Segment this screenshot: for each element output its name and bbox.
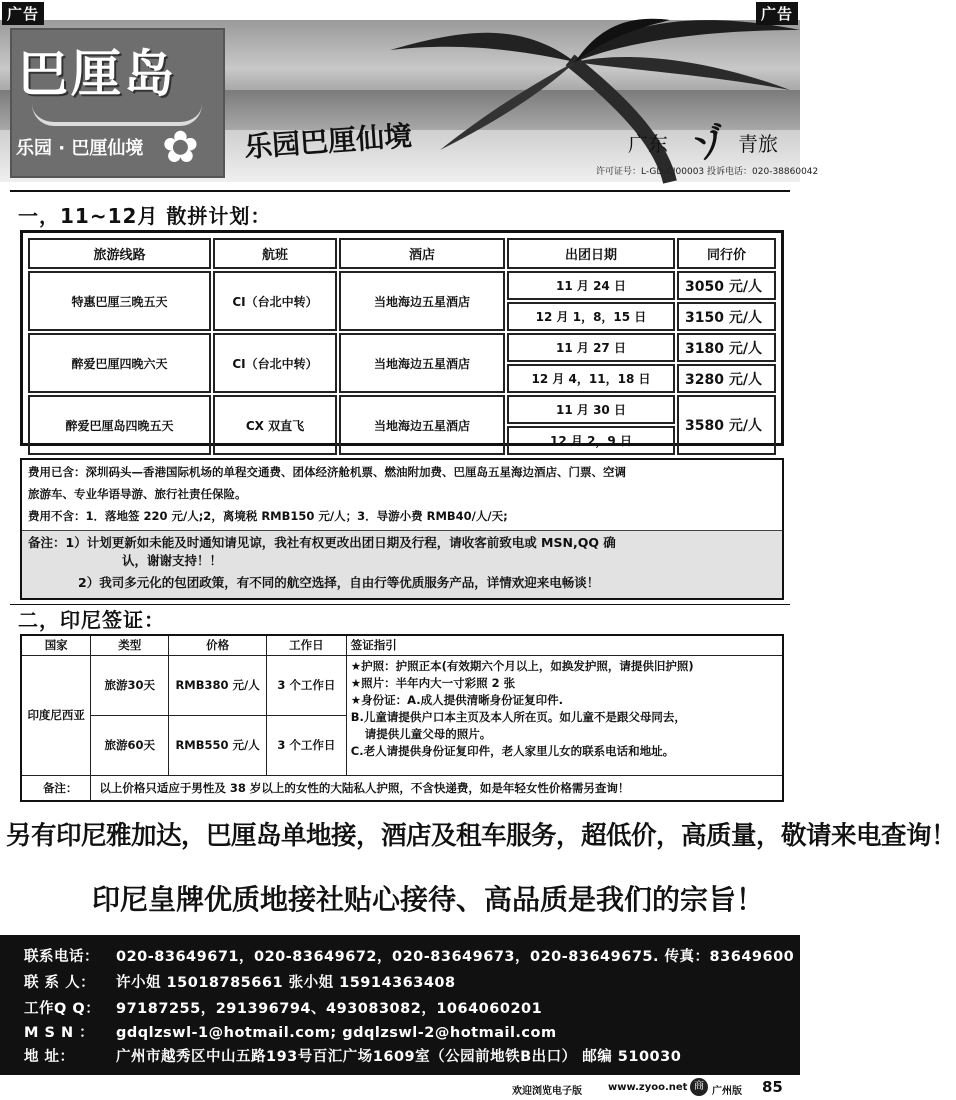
fee-included-cont: 旅游车、专业华语导游、旅行社责任保险。	[28, 487, 247, 501]
fee-box	[20, 458, 784, 600]
logo-subtitle: 乐园 · 巴厘仙境	[16, 138, 144, 159]
brand-logo-icon: ゾ	[687, 119, 734, 169]
contact-qq	[24, 997, 542, 1018]
address-value: 广州市越秀区中山五路193号百汇广场1609室（公园前地铁B出口） 邮编 510030	[116, 1049, 682, 1065]
header-workdays: 工作日	[267, 635, 347, 655]
qq-value: 97187255，291396794、493083082，1064060201	[116, 1001, 543, 1017]
note-1-cont: 认，谢谢支持！！	[122, 553, 223, 568]
remark-text: 以上价格只适应于男性及 38 岁以上的女性的大陆私人护照，不含快递费，如是年轻女性价格需另查询！	[91, 775, 783, 801]
header-route: 旅游线路	[28, 238, 211, 269]
route-date: 11 月 27 日	[507, 333, 675, 362]
header-price: 价格	[169, 635, 267, 655]
route-price: 3180 元/人	[677, 333, 776, 362]
tour-table-frame	[20, 230, 784, 446]
route-flight: CI（台北中转）	[213, 271, 337, 331]
table-row	[21, 655, 783, 715]
logo-title: 巴厘岛	[18, 44, 177, 103]
palm-tree-image	[370, 20, 800, 182]
divider	[10, 190, 790, 192]
header-type: 类型	[91, 635, 169, 655]
header-country: 国家	[21, 635, 91, 655]
phone-value: 020-83649671，020-83649672，020-83649673，020-83649675. 传真：83649600	[116, 949, 795, 965]
guide-line: C.老人请提供身份证复印件，老人家里儿女的联系电话和地址。	[350, 743, 675, 758]
footer-badge-icon: 商	[690, 1078, 708, 1096]
contact-block	[0, 935, 800, 1075]
fee-excluded: 费用不含：1．落地签 220 元/人;2，离境税 RMB150 元/人；3．导游小费 RMB40/人/天;	[28, 509, 508, 523]
header-hotel: 酒店	[339, 238, 505, 269]
guide-line: ★护照：护照正本(有效期六个月以上，如换发护照，请提供旧护照)	[350, 658, 694, 673]
notes-band	[22, 530, 782, 598]
banner-title: 乐园巴厘仙境	[243, 119, 414, 164]
visa-workdays: 3 个工作日	[267, 655, 347, 715]
visa-type: 旅游30天	[91, 655, 169, 715]
fee-included: 费用已含：深圳码头—香港国际机场的单程交通费、团体经济舱机票、燃油附加费、巴厘岛五星海边酒店、门票、空调	[28, 465, 626, 479]
note-1: 备注：1）计划更新如未能及时通知请见谅，我社有权更改出团日期及行程，请收客前致电或 MSN,QQ 确	[28, 535, 616, 550]
address-label: 地 址：	[24, 1049, 75, 1065]
route-date: 12 月 2，9 日	[507, 426, 675, 455]
header-date: 出团日期	[507, 238, 675, 269]
page-number: 85	[762, 1078, 783, 1096]
table-row	[21, 775, 783, 801]
ad-label-right: 广告	[756, 2, 798, 25]
qq-label: 工作Q Q：	[24, 1001, 101, 1017]
brand-right: 青旅	[738, 132, 778, 156]
contact-address	[24, 1045, 681, 1066]
visa-workdays: 3 个工作日	[267, 715, 347, 775]
guide-line: 请提供儿童父母的照片。	[364, 726, 492, 741]
person-value: 许小姐 15018785661 张小姐 15914363408	[116, 975, 456, 991]
table-header-row	[28, 238, 776, 269]
route-price: 3050 元/人	[677, 271, 776, 300]
brand-left: 广东	[628, 132, 668, 156]
table-row	[28, 395, 776, 424]
route-date: 11 月 24 日	[507, 271, 675, 300]
contact-msn	[24, 1021, 557, 1042]
route-hotel: 当地海边五星酒店	[339, 271, 505, 331]
visa-guide	[346, 655, 783, 775]
guide-line: B.儿童请提供户口本主页及本人所在页。如儿童不是跟父母同去，	[350, 709, 686, 724]
header-flight: 航班	[213, 238, 337, 269]
route-price: 3280 元/人	[677, 364, 776, 393]
guide-line: ★身份证：A.成人提供清晰身份证复印件.	[350, 692, 563, 707]
tour-table	[26, 236, 778, 457]
banner	[0, 20, 819, 182]
footer-url[interactable]: www.zyoo.net	[608, 1082, 688, 1093]
route-date: 12 月 4，11，18 日	[507, 364, 675, 393]
promo-line-2: 印尼皇牌优质地接社贴心接待、高品质是我们的宗旨！	[92, 883, 765, 916]
visa-table	[20, 634, 784, 802]
route-date: 12 月 1，8，15 日	[507, 302, 675, 331]
footer-edition: 广州版	[712, 1086, 742, 1097]
route-name: 特惠巴厘三晚五天	[28, 271, 211, 331]
flower-icon: ✿	[162, 122, 199, 173]
table-row	[28, 271, 776, 300]
header-guide: 签证指引	[346, 635, 783, 655]
section-title-visa: 二，印尼签证：	[18, 608, 165, 632]
license-text: 许可证号：L-GD-CJ00003 投诉电话：020-38860042	[596, 167, 819, 177]
route-flight: CI（台北中转）	[213, 333, 337, 393]
logo	[10, 28, 225, 178]
ad-label-left: 广告	[2, 2, 44, 25]
remark-label: 备注：	[21, 775, 91, 801]
visa-price: RMB550 元/人	[169, 715, 267, 775]
table-header-row	[21, 635, 783, 655]
msn-value[interactable]: gdqlzswl-1@hotmail.com; gdqlzswl-2@hotmail.com	[116, 1025, 557, 1041]
route-hotel: 当地海边五星酒店	[339, 395, 505, 455]
contact-person	[24, 971, 456, 992]
route-date: 11 月 30 日	[507, 395, 675, 424]
visa-country: 印度尼西亚	[21, 655, 91, 775]
table-row	[28, 333, 776, 362]
route-name: 醉爱巴厘四晚六天	[28, 333, 211, 393]
note-2: 2）我司多元化的包团政策，有不同的航空选择，自由行等优质服务产品，详情欢迎来电畅谈！	[78, 575, 600, 590]
route-price: 3580 元/人	[677, 395, 776, 455]
route-flight: CX 双直飞	[213, 395, 337, 455]
msn-label: M S N ：	[24, 1025, 95, 1041]
section-title-tours: 一，11~12月 散拼计划：	[18, 204, 272, 228]
route-name: 醉爱巴厘岛四晚五天	[28, 395, 211, 455]
visa-type: 旅游60天	[91, 715, 169, 775]
visa-price: RMB380 元/人	[169, 655, 267, 715]
contact-phone	[24, 945, 794, 966]
footer	[0, 1076, 800, 1100]
guide-line: ★照片：半年内大一寸彩照 2 张	[350, 675, 516, 690]
header-price: 同行价	[677, 238, 776, 269]
route-hotel: 当地海边五星酒店	[339, 333, 505, 393]
promo-line-1: 另有印尼雅加达，巴厘岛单地接，酒店及租车服务，超低价，高质量，敬请来电查询！	[6, 821, 956, 851]
footer-text: 欢迎浏览电子版	[512, 1086, 582, 1097]
person-label: 联 系 人：	[24, 975, 96, 991]
route-price: 3150 元/人	[677, 302, 776, 331]
phone-label: 联系电话：	[24, 949, 99, 965]
